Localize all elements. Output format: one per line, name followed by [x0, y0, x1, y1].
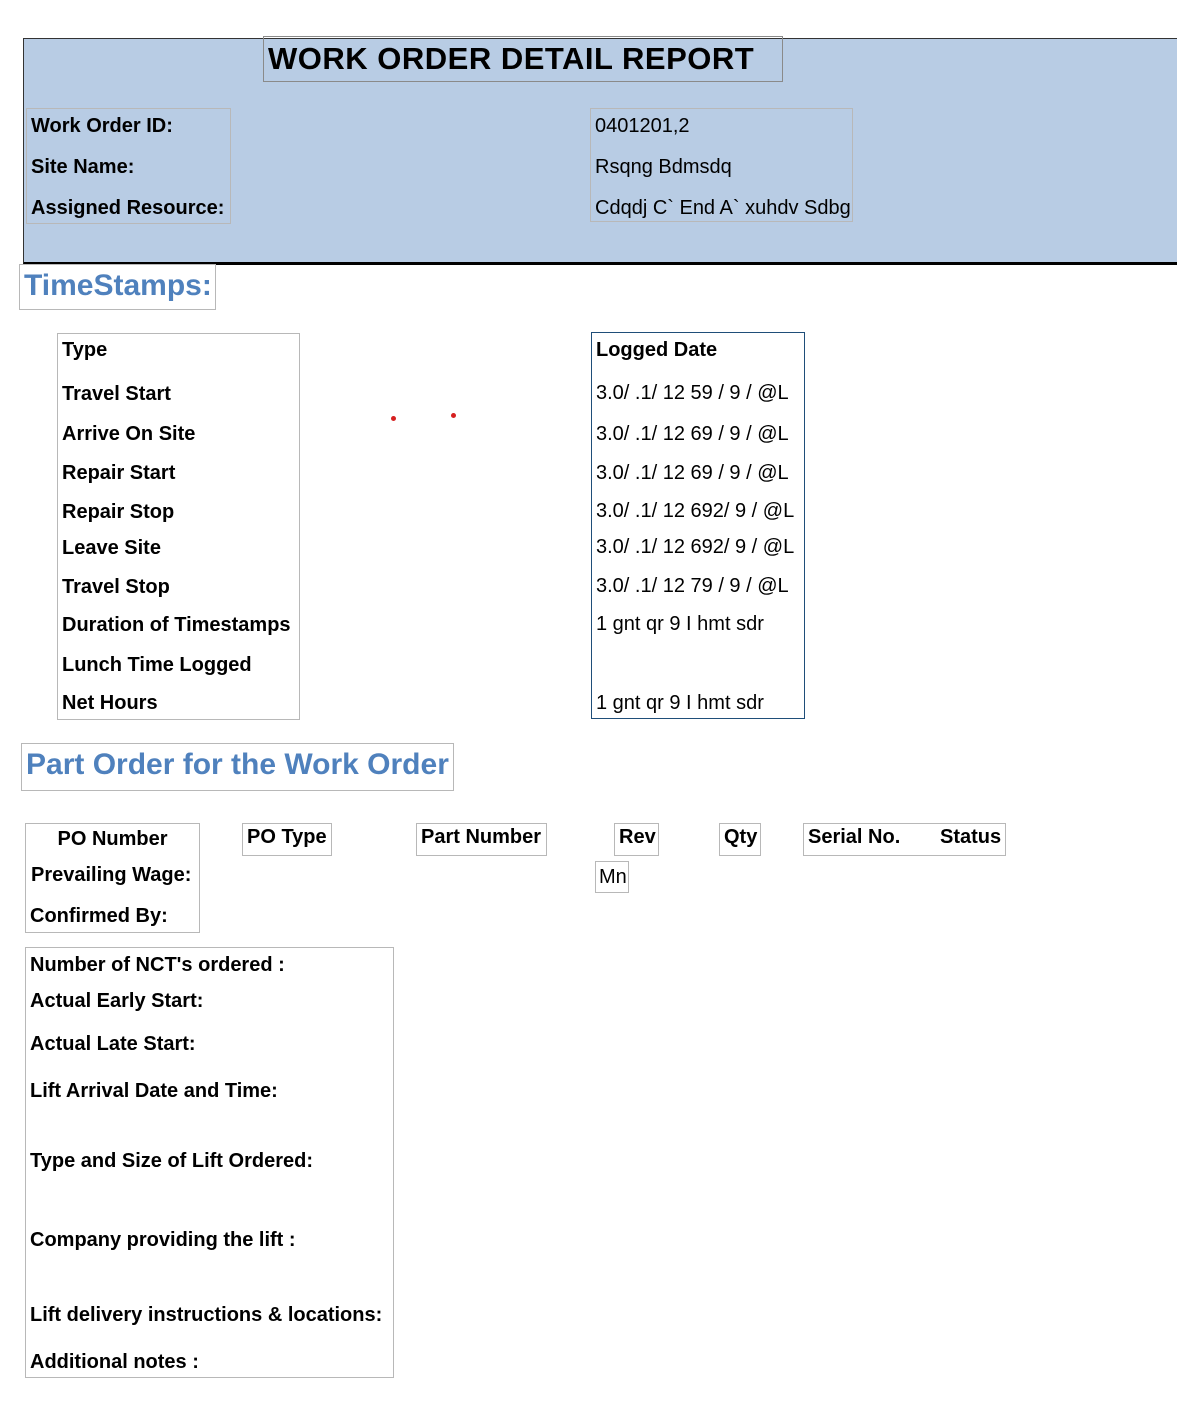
timestamp-type: Leave Site — [62, 537, 161, 559]
po-type-header: PO Type — [242, 823, 332, 856]
logged-date-value: 3.0/ .1/ 12 79 / 9 / @L — [596, 575, 789, 597]
lift-delivery-instructions-label: Lift delivery instructions & locations: — [30, 1304, 383, 1326]
rev-header: Rev — [614, 823, 659, 856]
nct-ordered-label: Number of NCT's ordered : — [30, 954, 285, 976]
timestamp-type: Repair Start — [62, 462, 176, 484]
part-order-section-title: Part Order for the Work Order — [21, 743, 454, 791]
nct-details-box — [25, 947, 394, 1378]
timestamp-type: Travel Stop — [62, 576, 170, 598]
timestamp-type: Travel Start — [62, 383, 171, 405]
site-name-label: Site Name: — [31, 156, 135, 178]
actual-late-start-label: Actual Late Start: — [30, 1033, 196, 1055]
logged-date-column — [591, 332, 805, 719]
logged-date-value: 1 gnt qr 9 I hmt sdr — [596, 692, 764, 714]
logged-date-value: 1 gnt qr 9 I hmt sdr — [596, 613, 764, 635]
timestamps-section-title: TimeStamps: — [19, 264, 216, 310]
lift-type-size-label: Type and Size of Lift Ordered: — [30, 1150, 313, 1172]
logged-date-value: 3.0/ .1/ 12 59 / 9 / @L — [596, 382, 789, 404]
logged-date-header: Logged Date — [596, 339, 718, 361]
timestamp-type: Net Hours — [62, 692, 158, 714]
po-number-header: PO Number — [57, 828, 168, 850]
red-dot-marker — [451, 413, 456, 418]
logged-date-value: 3.0/ .1/ 12 692/ 9 / @L — [596, 500, 795, 522]
work-order-id-label: Work Order ID: — [31, 115, 173, 137]
assigned-resource-value: Cdqdj C` End A` xuhdv Sdbg — [595, 197, 851, 219]
serial-no-header: Serial No. — [808, 826, 901, 848]
work-order-id-value: 0401201,2 — [595, 115, 690, 137]
qty-header: Qty — [719, 823, 761, 856]
timestamp-types-column — [57, 333, 300, 720]
po-number-box — [25, 823, 200, 933]
header-values — [590, 108, 853, 222]
timestamp-type: Repair Stop — [62, 501, 175, 523]
confirmed-by-label: Confirmed By: — [30, 905, 168, 927]
status-header: Status — [940, 826, 1002, 848]
lift-company-label: Company providing the lift : — [30, 1229, 296, 1251]
header-labels — [26, 108, 231, 224]
type-header: Type — [62, 339, 108, 361]
report-title: WORK ORDER DETAIL REPORT — [263, 36, 783, 82]
prevailing-wage-label: Prevailing Wage: — [31, 864, 192, 886]
site-name-value: Rsqng Bdmsdq — [595, 156, 732, 178]
red-dot-marker — [391, 416, 396, 421]
additional-notes-label: Additional notes : — [30, 1351, 199, 1373]
prevailing-wage-value: Mn — [595, 861, 629, 893]
serial-status-header — [803, 823, 1006, 856]
part-number-header: Part Number — [416, 823, 547, 856]
lift-arrival-label: Lift Arrival Date and Time: — [30, 1080, 278, 1102]
timestamp-type: Lunch Time Logged — [62, 654, 252, 676]
logged-date-value: 3.0/ .1/ 12 69 / 9 / @L — [596, 462, 789, 484]
timestamp-type: Arrive On Site — [62, 423, 196, 445]
assigned-resource-label: Assigned Resource: — [31, 197, 225, 219]
timestamp-type: Duration of Timestamps — [62, 614, 291, 636]
logged-date-value: 3.0/ .1/ 12 69 / 9 / @L — [596, 423, 789, 445]
actual-early-start-label: Actual Early Start: — [30, 990, 204, 1012]
logged-date-value: 3.0/ .1/ 12 692/ 9 / @L — [596, 536, 795, 558]
